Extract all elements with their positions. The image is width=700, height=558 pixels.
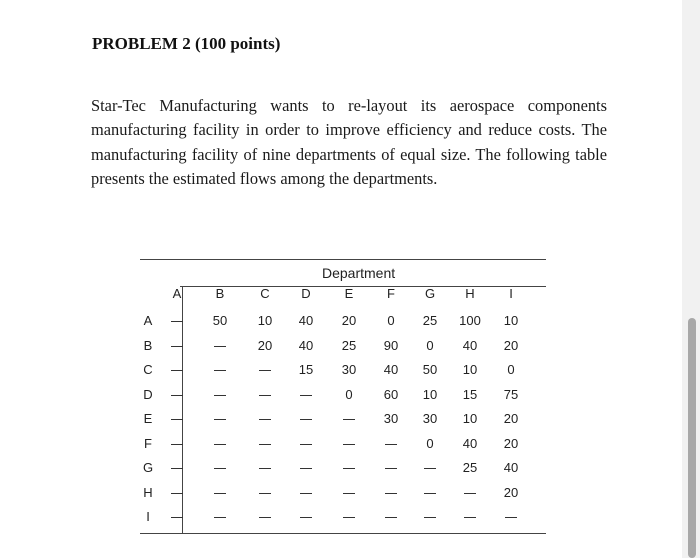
table-cell <box>200 387 240 402</box>
table-cell: 0 <box>345 386 353 402</box>
table-cell: 0 <box>426 435 434 451</box>
dash-mark <box>259 370 271 371</box>
table-cell: 50 <box>212 313 228 328</box>
table-cell: 10 <box>462 362 478 377</box>
dash-mark <box>171 444 183 445</box>
dash-mark <box>464 493 476 494</box>
dash-mark <box>300 395 312 396</box>
dash-mark <box>214 517 226 518</box>
table-cell: 50 <box>422 362 438 377</box>
table-cell <box>157 509 197 524</box>
dash-mark <box>171 370 183 371</box>
dash-mark <box>214 468 226 469</box>
dash-mark <box>385 444 397 445</box>
table-cell <box>245 362 285 377</box>
table-cell: 30 <box>383 411 399 426</box>
dash-mark <box>171 493 183 494</box>
dash-mark <box>214 346 226 347</box>
table-cell <box>200 338 240 353</box>
table-cell <box>329 411 369 426</box>
dash-mark <box>300 419 312 420</box>
dash-mark <box>385 493 397 494</box>
dash-mark <box>343 419 355 420</box>
table-cell: 20 <box>503 484 519 500</box>
table-cell: 15 <box>462 386 478 402</box>
dash-mark <box>259 493 271 494</box>
table-bottom-rule <box>140 533 546 534</box>
dash-mark <box>171 468 183 469</box>
table-cell <box>410 509 450 524</box>
problem-description: Star-Tec Manufacturing wants to re-layout its aerospace components manufacturing facility in order to improve efficiency and reduce costs. The manufacturing facility of nine departments of equal size. The following table presents the estimated flows among the departments. <box>91 96 607 188</box>
table-cell: 0 <box>507 362 515 377</box>
dash-mark <box>171 395 183 396</box>
column-header-c: C <box>260 286 270 301</box>
dash-mark <box>343 517 355 518</box>
table-cell: 10 <box>257 313 273 328</box>
dash-mark <box>259 395 271 396</box>
table-cell <box>157 362 197 377</box>
dash-mark <box>259 419 271 420</box>
row-header-f: F <box>144 435 152 451</box>
table-cell: 75 <box>503 386 519 402</box>
table-cell: 40 <box>462 435 478 451</box>
dash-mark <box>300 468 312 469</box>
table-top-rule <box>140 259 546 260</box>
dash-mark <box>171 321 183 322</box>
table-cell <box>157 485 197 500</box>
table-cell: 25 <box>422 313 438 328</box>
table-cell: 10 <box>422 386 438 402</box>
table-cell <box>450 509 490 524</box>
dash-mark <box>214 419 226 420</box>
table-cell: 100 <box>459 313 481 328</box>
column-header-a: A <box>172 286 182 301</box>
dash-mark <box>343 468 355 469</box>
table-cell <box>491 509 531 524</box>
table-cell <box>286 460 326 475</box>
table-cell: 40 <box>298 337 314 353</box>
row-header-d: D <box>143 386 153 402</box>
dash-mark <box>300 517 312 518</box>
problem-title: PROBLEM 2 (100 points) <box>92 34 281 53</box>
dash-mark <box>300 444 312 445</box>
dash-mark <box>385 468 397 469</box>
table-cell: 20 <box>503 435 519 451</box>
table-cell: 30 <box>422 411 438 426</box>
table-cell <box>245 460 285 475</box>
table-cell: 60 <box>383 386 399 402</box>
table-cell <box>200 362 240 377</box>
table-cell <box>157 436 197 451</box>
table-cell: 10 <box>503 313 519 328</box>
table-cell: 0 <box>387 313 395 328</box>
table-cell <box>371 460 411 475</box>
table-cell: 25 <box>462 460 478 475</box>
table-cell <box>245 387 285 402</box>
table-cell <box>157 411 197 426</box>
table-cell <box>450 485 490 500</box>
table-cell <box>245 485 285 500</box>
column-header-b: B <box>215 286 225 301</box>
table-cell <box>329 460 369 475</box>
dash-mark <box>343 493 355 494</box>
table-cell <box>410 460 450 475</box>
dash-mark <box>214 444 226 445</box>
table-cell <box>286 387 326 402</box>
table-cell <box>200 509 240 524</box>
dash-mark <box>505 517 517 518</box>
table-cell <box>200 411 240 426</box>
table-cell <box>371 436 411 451</box>
column-header-i: I <box>509 286 513 301</box>
table-cell <box>286 436 326 451</box>
row-header-e: E <box>143 411 153 426</box>
dash-mark <box>343 444 355 445</box>
table-cell: 20 <box>257 337 273 353</box>
table-cell <box>286 509 326 524</box>
table-cell: 40 <box>383 362 399 377</box>
table-cell: 15 <box>298 362 314 377</box>
dash-mark <box>259 468 271 469</box>
table-cell <box>329 509 369 524</box>
column-header-h: H <box>465 286 475 301</box>
dash-mark <box>171 346 183 347</box>
dash-mark <box>424 468 436 469</box>
row-header-a: A <box>143 313 153 328</box>
row-header-g: G <box>142 460 154 475</box>
table-cell: 40 <box>298 313 314 328</box>
table-cell: 90 <box>383 337 399 353</box>
dash-mark <box>300 493 312 494</box>
table-cell: 10 <box>462 411 478 426</box>
table-cell <box>157 338 197 353</box>
table-cell <box>371 485 411 500</box>
table-cell <box>157 460 197 475</box>
department-header: Department <box>322 265 396 281</box>
dash-mark <box>424 517 436 518</box>
table-cell: 40 <box>503 460 519 475</box>
table-cell <box>245 411 285 426</box>
dash-mark <box>464 517 476 518</box>
table-cell <box>157 313 197 328</box>
dash-mark <box>214 395 226 396</box>
vertical-scrollbar[interactable] <box>688 318 696 558</box>
table-cell <box>200 460 240 475</box>
dash-mark <box>259 444 271 445</box>
dash-mark <box>424 493 436 494</box>
table-cell <box>200 436 240 451</box>
dash-mark <box>259 517 271 518</box>
table-cell <box>410 485 450 500</box>
row-header-h: H <box>143 484 153 500</box>
table-cell <box>371 509 411 524</box>
table-cell <box>200 485 240 500</box>
dash-mark <box>214 370 226 371</box>
dash-mark <box>171 419 183 420</box>
table-cell <box>329 485 369 500</box>
table-cell <box>245 509 285 524</box>
column-header-e: E <box>344 286 354 301</box>
row-header-c: C <box>143 362 153 377</box>
dash-mark <box>214 493 226 494</box>
table-cell: 40 <box>462 337 478 353</box>
table-cell <box>286 411 326 426</box>
table-cell: 20 <box>341 313 357 328</box>
column-header-f: F <box>387 286 395 301</box>
dash-mark <box>171 517 183 518</box>
table-cell <box>157 387 197 402</box>
table-cell <box>286 485 326 500</box>
column-header-g: G <box>424 286 436 301</box>
flow-table <box>140 257 546 535</box>
dash-mark <box>385 517 397 518</box>
table-cell: 30 <box>341 362 357 377</box>
row-header-b: B <box>143 337 153 353</box>
table-cell: 20 <box>503 411 519 426</box>
column-header-d: D <box>301 286 311 301</box>
table-cell <box>245 436 285 451</box>
table-cell: 25 <box>341 337 357 353</box>
table-cell: 20 <box>503 337 519 353</box>
table-cell <box>329 436 369 451</box>
row-header-i: I <box>146 509 150 524</box>
table-cell: 0 <box>426 337 434 353</box>
